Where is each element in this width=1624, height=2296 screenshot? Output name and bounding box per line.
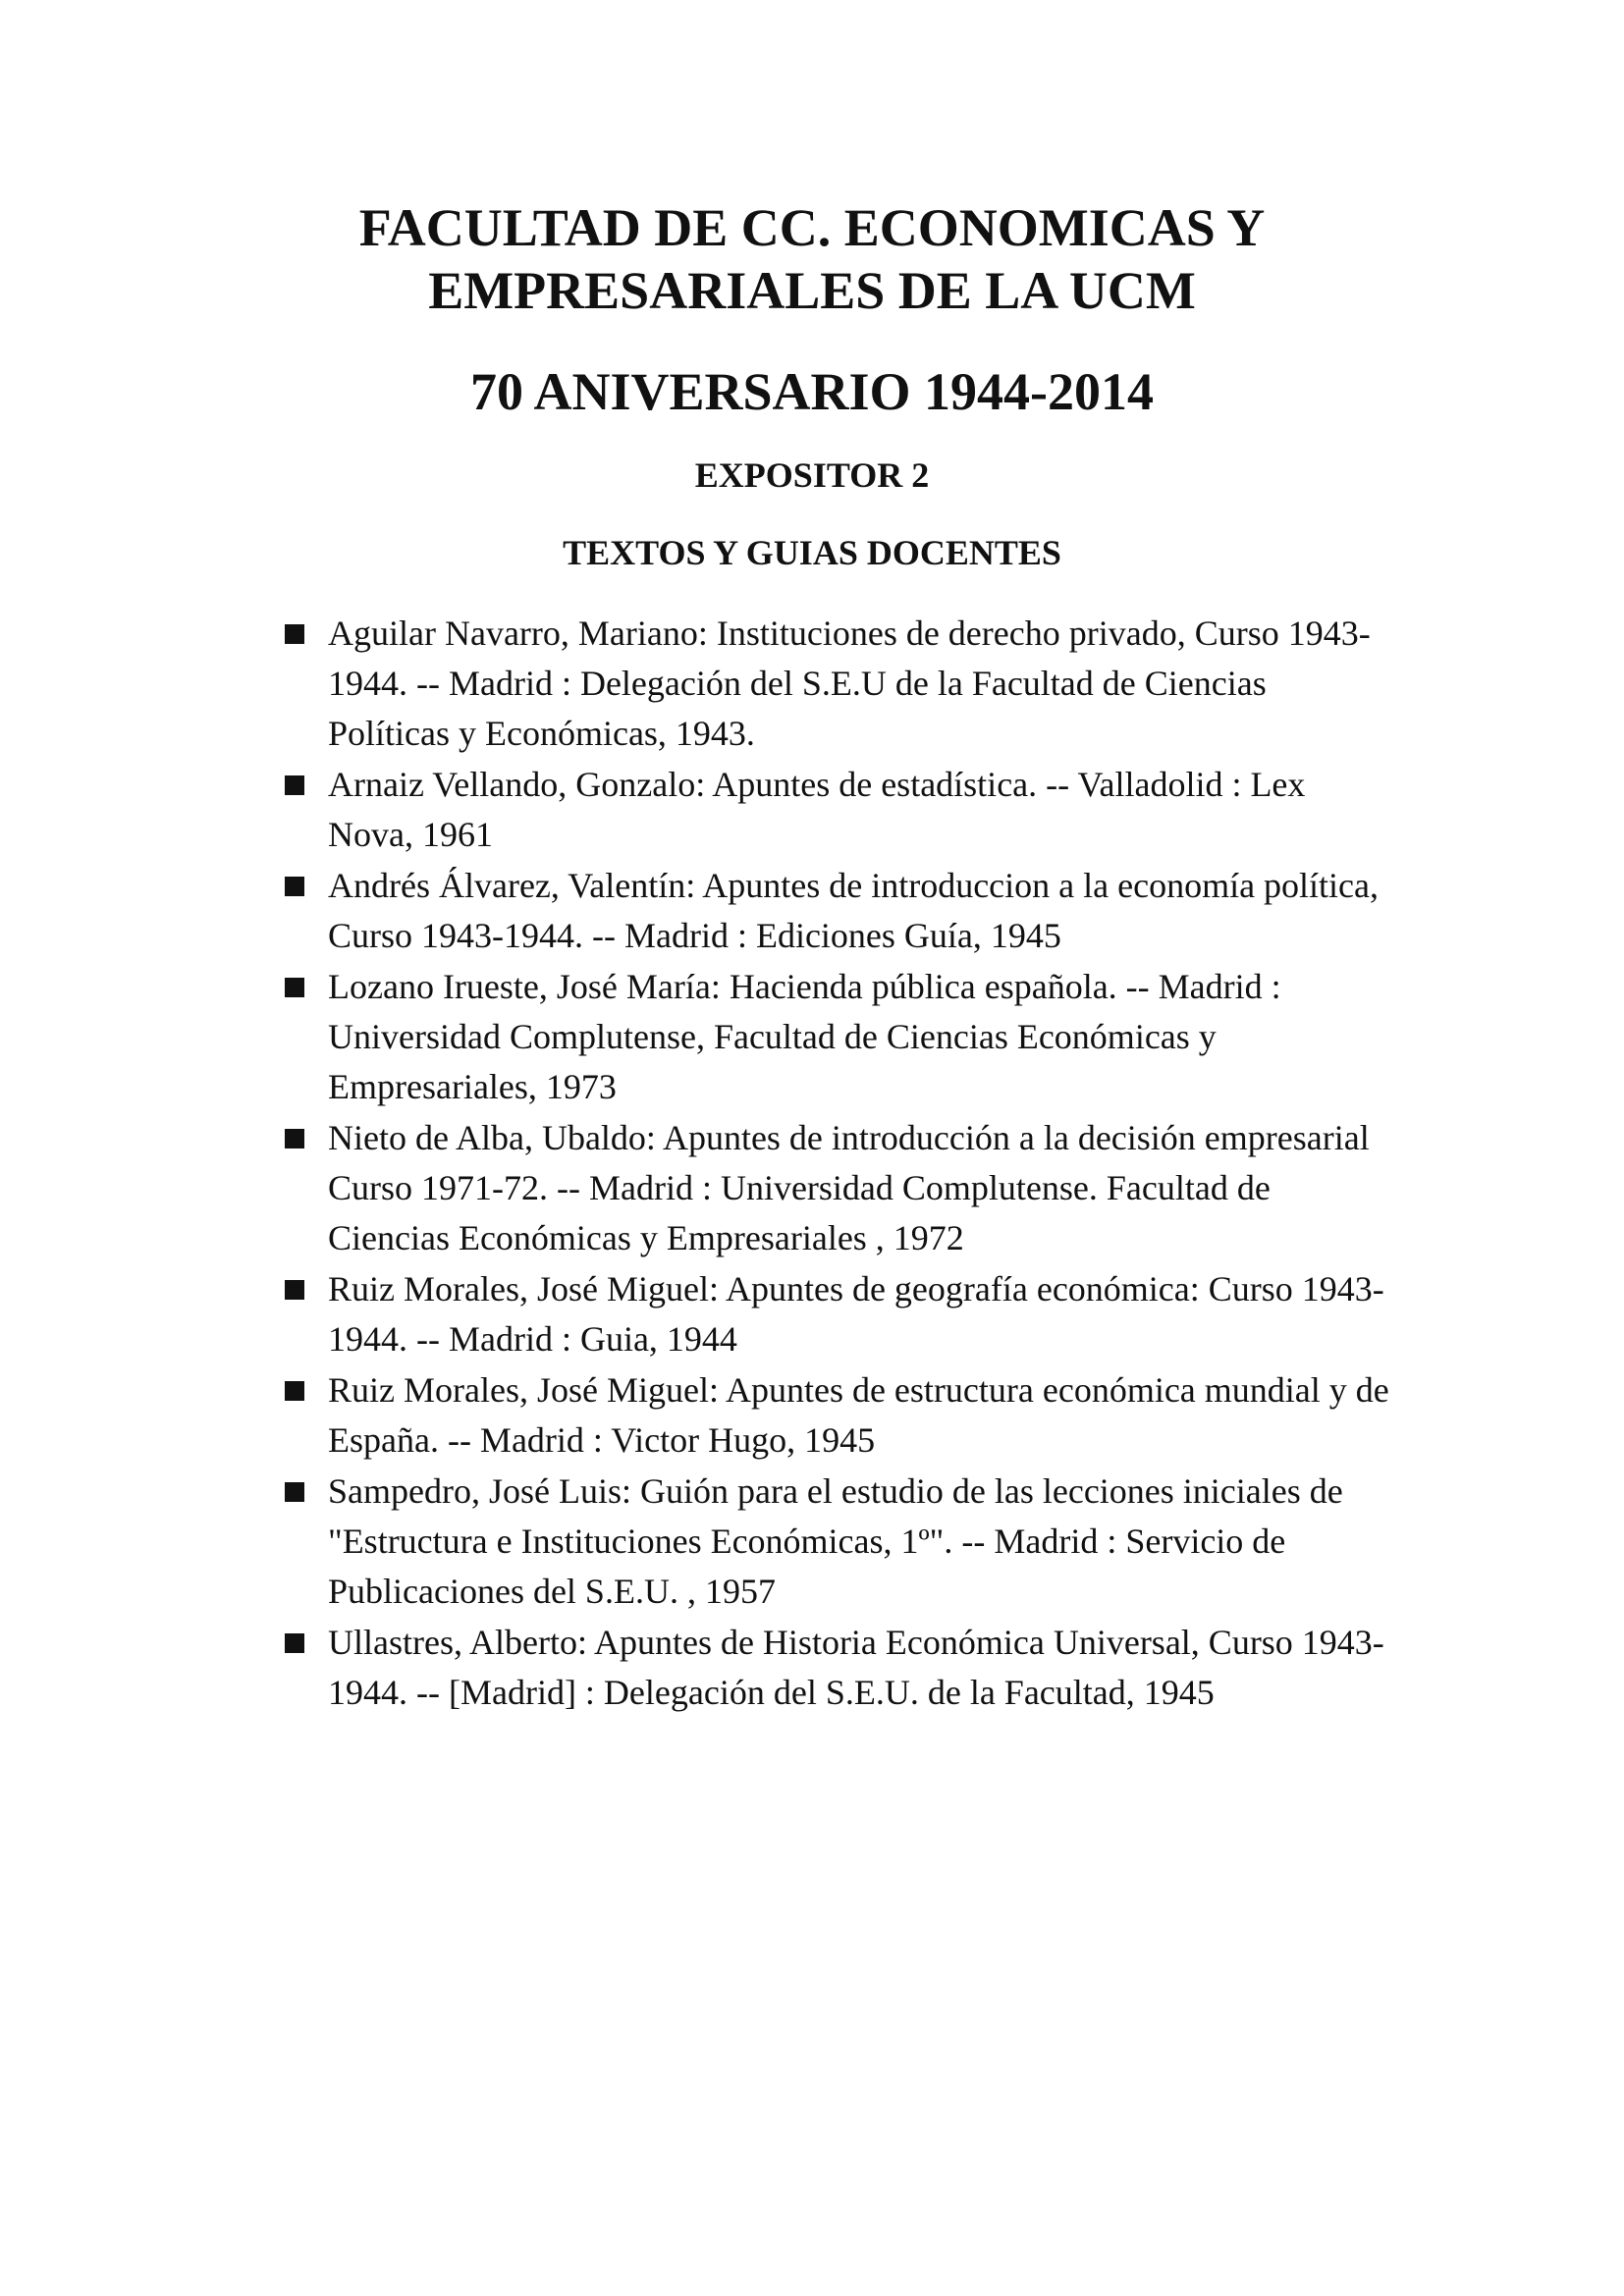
list-item [281,1618,1390,1718]
square-bullet-icon [285,877,304,896]
page-title [0,196,1624,322]
list-item [281,962,1390,1112]
entry-text: Ullastres, Alberto: Apuntes de Historia Económica Universal, Curso 1943-1944. -- [Madrid] : Delegación del S.E.U. de la Facultad, 1945 [328,1623,1384,1712]
square-bullet-icon [285,775,304,795]
entry-text: Andrés Álvarez, Valentín: Apuntes de introduccion a la economía política, Curso 1943-1944. -- Madrid : Ediciones Guía, 1945 [328,866,1380,955]
list-item [281,1467,1390,1617]
list-item [281,1365,1390,1466]
title-line-2: EMPRESARIALES DE LA UCM [428,261,1196,320]
bibliography-list [281,609,1390,1719]
entry-text: Ruiz Morales, José Miguel: Apuntes de geografía económica: Curso 1943-1944. -- Madrid : Guia, 1944 [328,1269,1384,1359]
anniversary-heading: 70 ANIVERSARIO 1944-2014 [469,362,1155,421]
entry-text: Ruiz Morales, José Miguel: Apuntes de estructura económica mundial y de España. -- Madrid : Victor Hugo, 1945 [328,1370,1389,1460]
list-item [281,609,1390,759]
entry-text: Aguilar Navarro, Mariano: Instituciones de derecho privado, Curso 1943-1944. -- Madrid : Delegación del S.E.U de la Facultad de Ciencias Políticas y Económicas, 1943. [328,614,1371,753]
list-item [281,760,1390,860]
square-bullet-icon [285,978,304,997]
list-item [281,1264,1390,1364]
square-bullet-icon [285,1381,304,1401]
entry-text: Lozano Irueste, José María: Hacienda pública española. -- Madrid : Universidad Complutense, Facultad de Ciencias Económicas y Empresariales, 1973 [328,967,1281,1106]
entry-text: Nieto de Alba, Ubaldo: Apuntes de introducción a la decisión empresarial Curso 1971-72. -- Madrid : Universidad Complutense. Facultad de Ciencias Económicas y Empresariales , 1972 [328,1118,1370,1257]
list-item [281,861,1390,961]
square-bullet-icon [285,1633,304,1653]
square-bullet-icon [285,1280,304,1300]
expositor-heading: EXPOSITOR 2 [694,455,930,495]
square-bullet-icon [285,1129,304,1148]
entry-text: Sampedro, José Luis: Guión para el estudio de las lecciones iniciales de "Estructura e Instituciones Económicas, 1º". -- Madrid : Servicio de Publicaciones del S.E.U. , 1957 [328,1471,1343,1611]
section-heading: TEXTOS Y GUIAS DOCENTES [563,533,1061,572]
title-line-1: FACULTAD DE CC. ECONOMICAS Y [358,198,1266,257]
square-bullet-icon [285,624,304,644]
square-bullet-icon [285,1482,304,1502]
entry-text: Arnaiz Vellando, Gonzalo: Apuntes de estadística. -- Valladolid : Lex Nova, 1961 [328,765,1306,854]
list-item [281,1113,1390,1263]
